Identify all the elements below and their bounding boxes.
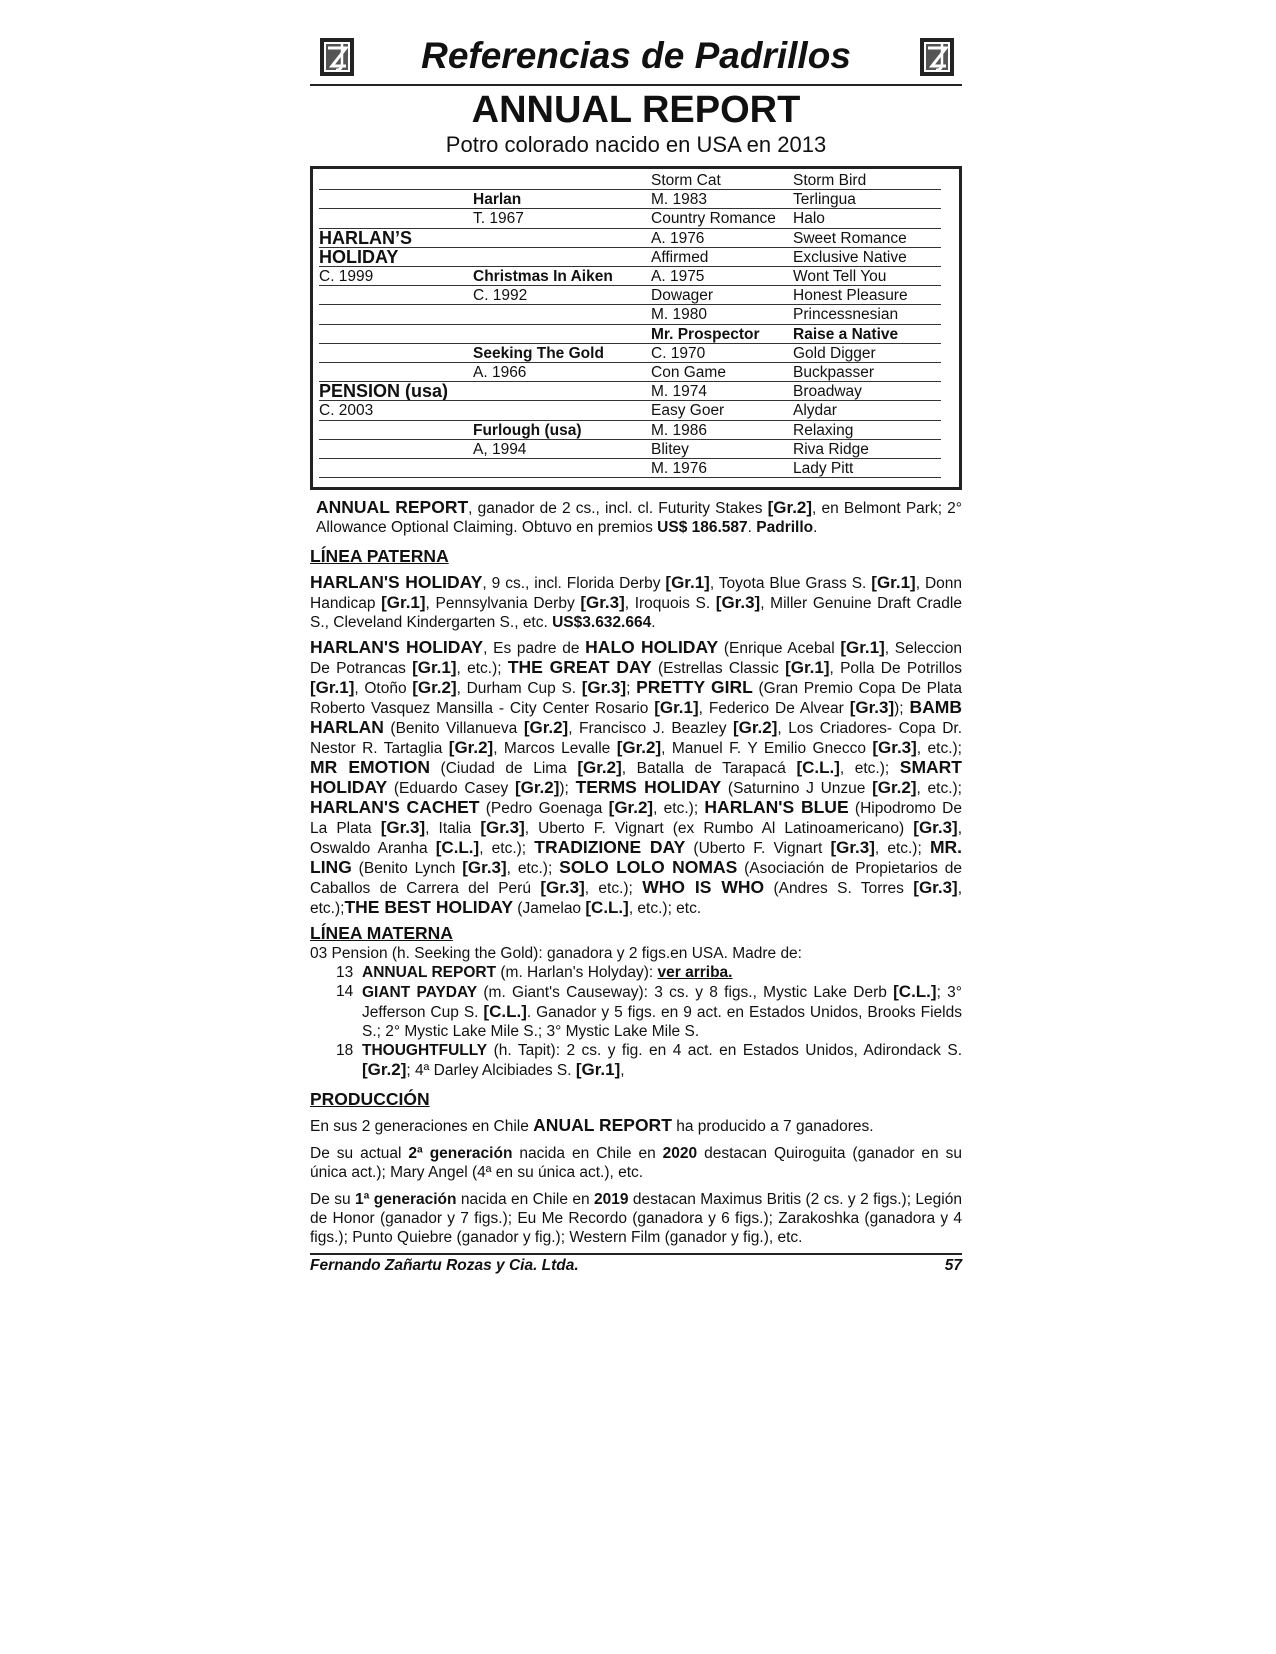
body-text: , etc.); etc. (628, 900, 702, 917)
body-text: (Pedro Goenaga (479, 800, 609, 817)
horse-name-inline: HARLAN'S BLUE (704, 797, 849, 817)
horse-name-inline: THOUGHTFULLY (362, 1042, 488, 1059)
sire-text: , Toyota Blue Grass S. (709, 575, 872, 592)
pedigree-cell: Relaxing (793, 421, 854, 439)
summary-text: , ganador de 2 cs., incl. cl. Futurity Stakes (468, 500, 768, 517)
body-text: , Es padre de (483, 640, 586, 657)
body-text: (Uberto F. Vignart (685, 840, 831, 857)
grade-badge: [Gr.1] (381, 593, 426, 612)
body-text: , etc.); (916, 780, 962, 797)
grade-badge: [Gr.3] (715, 593, 761, 612)
body-text: De su (310, 1191, 356, 1208)
horse-name-inline: WHO IS WHO (642, 877, 765, 897)
grade-badge: [Gr.1] (412, 658, 457, 677)
pedigree-cell: Storm Cat (651, 172, 721, 189)
horse-name-inline: HARLAN'S HOLIDAY (310, 637, 484, 657)
body-text: ; (626, 680, 637, 697)
grade-badge: [Gr.3] (872, 738, 917, 757)
emphasis-text: 1ª generación (355, 1191, 457, 1208)
grade-badge: [Gr.3] (581, 678, 627, 697)
body-text: , etc.); (456, 660, 508, 677)
body-text: (Hipodromo De La Plata (310, 800, 962, 837)
pedigree-cell: Princessnesian (793, 306, 899, 324)
sire-text: , Iroquois S. (624, 595, 716, 612)
body-text: , Durham Cup S. (456, 680, 582, 697)
body-text: , Oswaldo Aranha (310, 820, 962, 857)
body-text: (m. Giant's Causeway): 3 cs. y 8 figs., Mystic Lake Derb (477, 984, 894, 1001)
pedigree-cell: Harlan (473, 191, 522, 209)
grade-badge: [Gr.3] (913, 878, 958, 897)
horse-name-inline: GIANT PAYDAY (362, 984, 478, 1001)
horse-name: ANNUAL REPORT (471, 89, 801, 131)
body-text: , Batalla de Tarapacá (621, 760, 797, 777)
grade-badge: [Gr.2] (608, 798, 654, 817)
grade-badge: [C.L.] (483, 1002, 527, 1021)
horse-description: Potro colorado nacido en USA en 2013 (445, 132, 827, 157)
grade-badge: [Gr.2] (616, 738, 662, 757)
horse-name-inline: HALO HOLIDAY (585, 637, 719, 657)
grade-badge: [Gr.3] (462, 858, 507, 877)
body-text: , (620, 1062, 625, 1079)
grade-badge: [Gr.3] (830, 838, 875, 857)
pedigree-cell: Lady Pitt (793, 460, 854, 477)
pedigree-cell: PENSION (usa) (319, 381, 449, 402)
pedigree-cell: M. 1976 (651, 460, 708, 477)
horse-name-inline: SOLO LOLO NOMAS (559, 857, 738, 877)
grade-badge: [Gr.1] (840, 638, 885, 657)
footer-page-number: 57 (944, 1257, 962, 1274)
pedigree-cell: Broadway (793, 383, 862, 401)
body-text: ; 4ª Darley Alcibiades S. (406, 1062, 576, 1079)
grade-badge: [C.L.] (435, 838, 480, 857)
horse-name-inline: MR. LING (310, 837, 963, 877)
body-text: , etc.); (653, 800, 705, 817)
footer-company: Fernando Zañartu Rozas y Cia. Ltda. (310, 1257, 579, 1274)
horse-name-inline: TRADIZIONE DAY (534, 837, 686, 857)
pedigree-cell: A. 1975 (651, 268, 705, 285)
produce-item (310, 1041, 962, 1080)
grade-badge: [Gr.2] (412, 678, 457, 697)
pedigree-cell: Storm Bird (793, 172, 867, 189)
produce-year: 18 (336, 1042, 354, 1059)
pedigree-cell: Christmas In Aiken (473, 268, 613, 285)
pedigree-cell: M. 1980 (651, 306, 708, 324)
grade-badge: [Gr.2] (514, 778, 560, 797)
body-text: , Uberto F. Vignart (ex Rumbo Al Latinoamericano) (524, 820, 914, 837)
produce-list (310, 963, 962, 1080)
grade-badge: [Gr.3] (849, 698, 895, 717)
body-text: (Ciudad de Lima (430, 760, 578, 777)
pedigree-cell: Sweet Romance (793, 229, 907, 247)
horse-name-inline: HARLAN'S CACHET (310, 797, 480, 817)
pedigree-cell: M. 1986 (651, 421, 708, 439)
pedigree-cell: A, 1994 (473, 440, 527, 458)
pedigree-cell: Terlingua (793, 191, 856, 209)
grade-badge: [C.L.] (893, 982, 937, 1001)
pedigree-table (310, 166, 962, 490)
body-text: En sus 2 generaciones en Chile (310, 1118, 534, 1135)
pedigree-cell: M. 1974 (651, 383, 708, 401)
pedigree-cell: C. 2003 (319, 402, 374, 420)
zr-monogram-logo-icon (314, 34, 360, 80)
body-text: (Jamelao (513, 900, 586, 917)
grade-badge: [C.L.] (585, 898, 629, 917)
body-text: (Benito Villanueva (383, 720, 524, 737)
body-text: (Benito Lynch (351, 860, 463, 877)
pedigree-cell: Seeking The Gold (473, 344, 604, 362)
body-text: De su actual (310, 1145, 409, 1162)
body-text: , Francisco J. Beazley (568, 720, 733, 737)
body-text: nacida en Chile en (456, 1191, 595, 1208)
horse-name-inline: SMART HOLIDAY (310, 757, 962, 797)
pedigree-cell: A. 1976 (651, 229, 705, 247)
sire-text: , 9 cs., incl. Florida Derby (482, 575, 666, 592)
cross-reference: ver arriba. (657, 964, 733, 981)
sire-text: . (651, 614, 656, 631)
pedigree-cell: Country Romance (651, 210, 776, 228)
pedigree-cell: Wont Tell You (793, 268, 887, 285)
produce-year: 14 (336, 983, 354, 1000)
body-text: ); (559, 780, 576, 797)
produce-item (310, 963, 962, 982)
body-text: , etc.); (506, 860, 560, 877)
body-text: (Eduardo Casey (387, 780, 515, 797)
summary-earnings: US$ 186.587 (657, 519, 748, 536)
pedigree-cell: HARLAN’S (319, 227, 412, 248)
emphasis-text: 2ª generación (408, 1145, 513, 1162)
grade-badge: [Gr.1] (871, 573, 916, 592)
pedigree-cell: Riva Ridge (793, 440, 869, 458)
body-text: destacan Maximus Britis (2 cs. y 2 figs.); Legión de Honor (ganador y 7 figs.); Eu Me Recordo (ganadora y 6 figs.); Zarakoshka (ganadora y 4 figs.); Punto Quiebre (ganador y fig.); Western Film (ganador y fig.), etc. (310, 1191, 962, 1246)
grade-badge: [Gr.2] (523, 718, 569, 737)
pedigree-cell: Buckpasser (793, 364, 874, 381)
production-section (310, 1116, 962, 1247)
summary-text: . (747, 519, 757, 536)
horse-name-inline: BAMB HARLAN (310, 697, 962, 737)
page-footer (310, 1253, 962, 1275)
produce-item (310, 982, 962, 1041)
grade-badge: [Gr.2] (767, 498, 813, 517)
pedigree-cell: Easy Goer (651, 402, 725, 420)
body-text: destacan Quiroguita (ganador en su única act.); Mary Angel (4ª en su única act.), etc. (310, 1145, 962, 1181)
body-text: (Gran Premio Copa De Plata Roberto Vasquez Mansilla - City Center Rosario (310, 680, 962, 717)
summary-paragraph (310, 498, 962, 537)
pedigree-cell: Raise a Native (793, 325, 899, 343)
sire-text: , Miller Genuine Draft Cradle S., Cleveland Kindergarten S., etc. (310, 595, 962, 631)
body-text: (Enrique Acebal (718, 640, 841, 657)
grade-badge: [Gr.1] (575, 1060, 621, 1079)
grade-badge: [Gr.2] (448, 738, 494, 757)
pedigree-cell: C. 1999 (319, 268, 374, 285)
pedigree-cell: C. 1970 (651, 344, 706, 362)
pedigree-cell: Affirmed (651, 248, 709, 266)
grade-badge: [Gr.1] (665, 573, 710, 592)
horse-name-inline: ANNUAL REPORT (362, 964, 497, 981)
summary-status: Padrillo (756, 519, 814, 536)
pedigree-cell: Halo (793, 210, 825, 228)
horse-name-inline: MR EMOTION (310, 757, 430, 777)
pedigree-rule (319, 208, 941, 209)
body-text: , Marcos Levalle (493, 740, 617, 757)
pedigree-cell: Exclusive Native (793, 248, 907, 266)
body-text: , etc.); (874, 840, 930, 857)
body-text: , etc.); (916, 740, 962, 757)
section-title-produccion: PRODUCCIÓN (310, 1089, 430, 1109)
sire-name: HARLAN'S HOLIDAY (310, 572, 483, 592)
body-text: , etc.); (479, 840, 535, 857)
summary-text: . (813, 519, 818, 536)
body-text: ha producido a 7 ganadores. (671, 1118, 874, 1135)
sire-text: , Pennsylvania Derby (425, 595, 581, 612)
summary-horse-name: ANNUAL REPORT (316, 497, 469, 517)
section-title-paterna: LÍNEA PATERNA (310, 546, 449, 566)
pedigree-rule (319, 477, 941, 478)
body-text: , Polla De Potrillos (829, 660, 962, 677)
page-header (310, 30, 962, 86)
pedigree-cell: Dowager (651, 287, 714, 305)
pedigree-cell: Furlough (usa) (473, 421, 582, 439)
body-text: , Otoño (354, 680, 413, 697)
pedigree-cell: Honest Pleasure (793, 287, 908, 305)
grade-badge: [Gr.3] (913, 818, 958, 837)
body-text: , Seleccion De Potrancas (310, 640, 962, 677)
sire-record-paragraph (310, 573, 962, 632)
grade-badge: [Gr.3] (540, 878, 585, 897)
body-text: . Ganador y 5 figs. en 9 act. en Estados Unidos, Brooks Fields S.; 2° Mystic Lake Mile S.; 3° Mystic Lake Mile S. (362, 1004, 962, 1040)
horse-name-inline: THE GREAT DAY (507, 657, 652, 677)
sire-offspring-paragraph (310, 638, 962, 918)
grade-badge: [Gr.2] (577, 758, 622, 777)
horse-name-inline: TERMS HOLIDAY (575, 777, 722, 797)
body-text: , etc.); (839, 760, 900, 777)
body-text: ; 3° Jefferson Cup S. (362, 984, 962, 1021)
pedigree-rule (319, 400, 941, 401)
grade-badge: [Gr.2] (733, 718, 778, 737)
grade-badge: [Gr.1] (310, 678, 355, 697)
pedigree-cell: T. 1967 (473, 210, 524, 228)
produce-year: 13 (336, 964, 354, 981)
grade-badge: [Gr.1] (654, 698, 699, 717)
body-text: (Asociación de Propietarios de Caballos de Carrera del Perú (310, 860, 962, 897)
grade-badge: [C.L.] (796, 758, 840, 777)
pedigree-cell: Alydar (793, 402, 837, 420)
pedigree-cell: Blitey (651, 440, 689, 458)
body-text: , Los Criadores- Copa Dr. Nestor R. Tartaglia (310, 720, 962, 757)
body-text: , etc.); (310, 880, 962, 917)
sire-text: , Donn Handicap (310, 575, 963, 612)
grade-badge: [Gr.3] (380, 818, 426, 837)
body-text: (Andres S. Torres (764, 880, 914, 897)
section-title-materna: LÍNEA MATERNA (310, 923, 453, 943)
horse-name-inline: THE BEST HOLIDAY (344, 897, 513, 917)
emphasis-text: 2020 (662, 1145, 698, 1162)
pedigree-cell: HOLIDAY (319, 246, 399, 267)
horse-name-inline: ANUAL REPORT (533, 1115, 672, 1135)
body-text: , Manuel F. Y Emilio Gnecco (661, 740, 873, 757)
body-text: , Italia (425, 820, 481, 837)
pedigree-cell: M. 1983 (651, 191, 708, 209)
summary-text: , en Belmont Park; 2° Allowance Optional Claiming. Obtuvo en premios (316, 500, 962, 536)
zr-monogram-logo-icon (914, 34, 960, 80)
grade-badge: [Gr.2] (872, 778, 917, 797)
grade-badge: [Gr.3] (580, 593, 625, 612)
body-text: nacida en Chile en (512, 1145, 663, 1162)
body-text: , etc.); (584, 880, 643, 897)
grade-badge: [Gr.2] (362, 1060, 407, 1079)
horse-name-inline: PRETTY GIRL (636, 677, 753, 697)
body-text: (h. Tapit): 2 cs. y fig. en 4 act. en Estados Unidos, Adirondack S. (487, 1042, 962, 1059)
body-text: , Federico De Alvear (698, 700, 850, 717)
report-page (310, 30, 962, 1275)
pedigree-cell: Con Game (651, 364, 726, 381)
grade-badge: [Gr.1] (785, 658, 830, 677)
emphasis-text: 2019 (594, 1191, 629, 1208)
pedigree-cell: C. 1992 (473, 287, 528, 305)
pedigree-cell: Gold Digger (793, 344, 876, 362)
dam-line: 03 Pension (h. Seeking the Gold): ganadora y 2 figs.en USA. Madre de: (310, 945, 802, 962)
production-paragraph (310, 1116, 962, 1136)
grade-badge: [Gr.3] (480, 818, 525, 837)
body-text: (Saturnino J Unzue (721, 780, 873, 797)
body-text: (m. Harlan's Holyday): (496, 964, 658, 981)
pedigree-cell: Mr. Prospector (651, 325, 760, 343)
header-title: Referencias de Padrillos (421, 35, 851, 76)
body-text: (Estrellas Classic (651, 660, 786, 677)
production-paragraph (310, 1190, 962, 1247)
pedigree-cell: A. 1966 (473, 364, 527, 381)
production-paragraph (310, 1144, 962, 1182)
body-text: ); (894, 700, 910, 717)
sire-earnings: US$3.632.664 (552, 614, 652, 631)
